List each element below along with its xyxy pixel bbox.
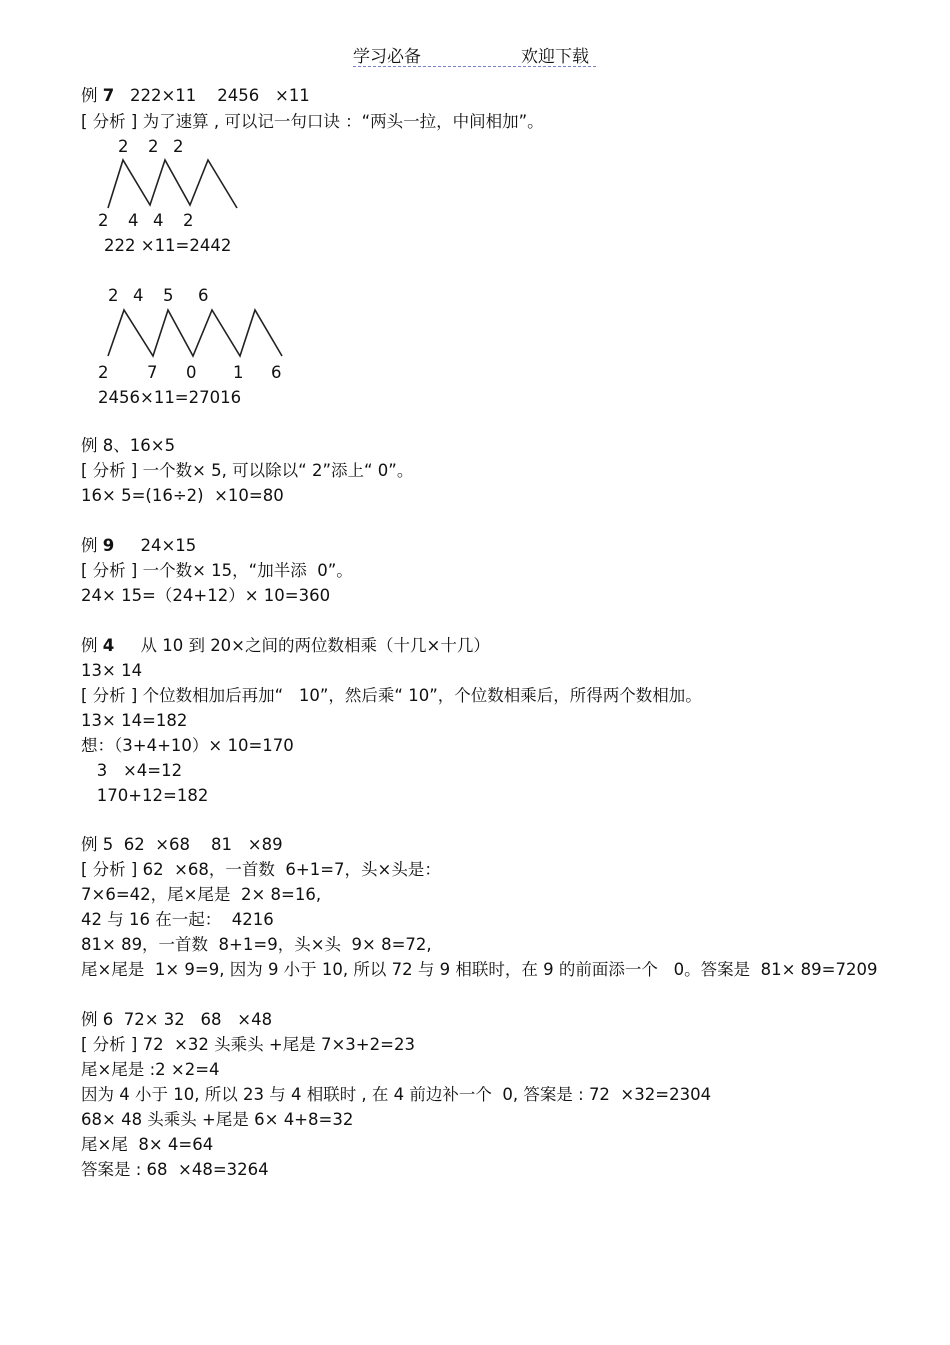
ex4-think-line: 3 ×4=12 bbox=[81, 761, 183, 780]
diagram1-bottom-digit: 4 bbox=[128, 211, 139, 230]
diagram2-bottom-digit: 1 bbox=[233, 363, 244, 382]
ex6-line: 尾×尾 8× 4=64 bbox=[81, 1135, 214, 1154]
diagram2-top-digit: 2 bbox=[108, 286, 119, 305]
diagram1-top-digit: 2 bbox=[148, 137, 159, 156]
ex6-line: 因为 4 小于 10, 所以 23 与 4 相联时 , 在 4 前边补一个 0, 答案是 : 72 ×32=2304 bbox=[81, 1085, 712, 1104]
diagram1-bottom-digit: 2 bbox=[183, 211, 194, 230]
ex4-problem: 13× 14 bbox=[81, 661, 143, 680]
ex5-line: 尾×尾是 1× 9=9, 因为 9 小于 10, 所以 72 与 9 相联时，在 9 的前面添一个 0。答案是 81× 89=7209 bbox=[81, 960, 878, 979]
ex4-result: 13× 14=182 bbox=[81, 711, 188, 730]
diagram2-top-digit: 6 bbox=[198, 286, 209, 305]
ex5-line: 42 与 16 在一起： 4216 bbox=[81, 910, 274, 929]
ex4-think-line: 想：（3+4+10）× 10=170 bbox=[81, 736, 294, 755]
ex6-line: 68× 48 头乘头 +尾是 6× 4+8=32 bbox=[81, 1110, 354, 1129]
ex5-line: 7×6=42，尾×尾是 2× 8=16, bbox=[81, 885, 322, 904]
diagram2-bottom-digit: 7 bbox=[147, 363, 158, 382]
ex8-calc: 16× 5=(16÷2) ×10=80 bbox=[81, 486, 284, 505]
diagram1-result: 222 ×11=2442 bbox=[104, 236, 232, 255]
ex6-line: [ 分析 ] 72 ×32 头乘头 +尾是 7×3+2=23 bbox=[81, 1035, 415, 1054]
ex8-title: 例 8、16×5 bbox=[81, 436, 176, 455]
diagram2-bottom-digit: 2 bbox=[98, 363, 109, 382]
ex7-title: 例 7 222×11 2456 ×11 bbox=[81, 86, 310, 105]
ex9-calc: 24× 15=（24+12）× 10=360 bbox=[81, 586, 331, 605]
diagram1-top-digit: 2 bbox=[118, 137, 129, 156]
diagram2-top-digit: 5 bbox=[163, 286, 174, 305]
diagram1-bottom-digit: 4 bbox=[153, 211, 164, 230]
ex5-line: [ 分析 ] 62 ×68，一首数 6+1=7，头×头是： bbox=[81, 860, 441, 879]
zigzag-line-2 bbox=[108, 310, 282, 356]
ex6-line: 尾×尾是 :2 ×2=4 bbox=[81, 1060, 220, 1079]
zigzag-line-1 bbox=[108, 160, 237, 208]
diagram1-bottom-digit: 2 bbox=[98, 211, 109, 230]
ex8-analysis: [ 分析 ] 一个数× 5, 可以除以“ 2”添上“ 0”。 bbox=[81, 461, 414, 480]
ex6-line: 答案是 : 68 ×48=3264 bbox=[81, 1160, 269, 1179]
diagram2-top-digit: 4 bbox=[133, 286, 144, 305]
diagram2-result: 2456×11=27016 bbox=[98, 388, 242, 407]
diagram2-bottom-digit: 0 bbox=[186, 363, 197, 382]
header-left-text: 学习必备 bbox=[353, 47, 421, 67]
ex4-analysis: [ 分析 ] 个位数相加后再加“ 10”，然后乘“ 10”，个位数相乘后，所得两个数相加。 bbox=[81, 686, 702, 705]
diagram1-top-digit: 2 bbox=[173, 137, 184, 156]
ex6-title: 例 6 72× 32 68 ×48 bbox=[81, 1010, 273, 1029]
ex9-analysis: [ 分析 ] 一个数× 15，“加半添 0”。 bbox=[81, 561, 353, 580]
ex5-title: 例 5 62 ×68 81 ×89 bbox=[81, 835, 283, 854]
ex4-title: 例 4 从 10 到 20×之间的两位数相乘（十几×十几） bbox=[81, 636, 490, 655]
ex7-analysis: [ 分析 ] 为了速算 , 可以记一句口诀 ：“两头一拉，中间相加”。 bbox=[81, 112, 544, 131]
header-right-text: 欢迎下载 bbox=[521, 47, 589, 67]
ex9-title: 例 9 24×15 bbox=[81, 536, 197, 555]
diagram2-bottom-digit: 6 bbox=[271, 363, 282, 382]
ex5-line: 81× 89，一首数 8+1=9，头×头 9× 8=72, bbox=[81, 935, 432, 954]
ex4-think-line: 170+12=182 bbox=[81, 786, 209, 805]
